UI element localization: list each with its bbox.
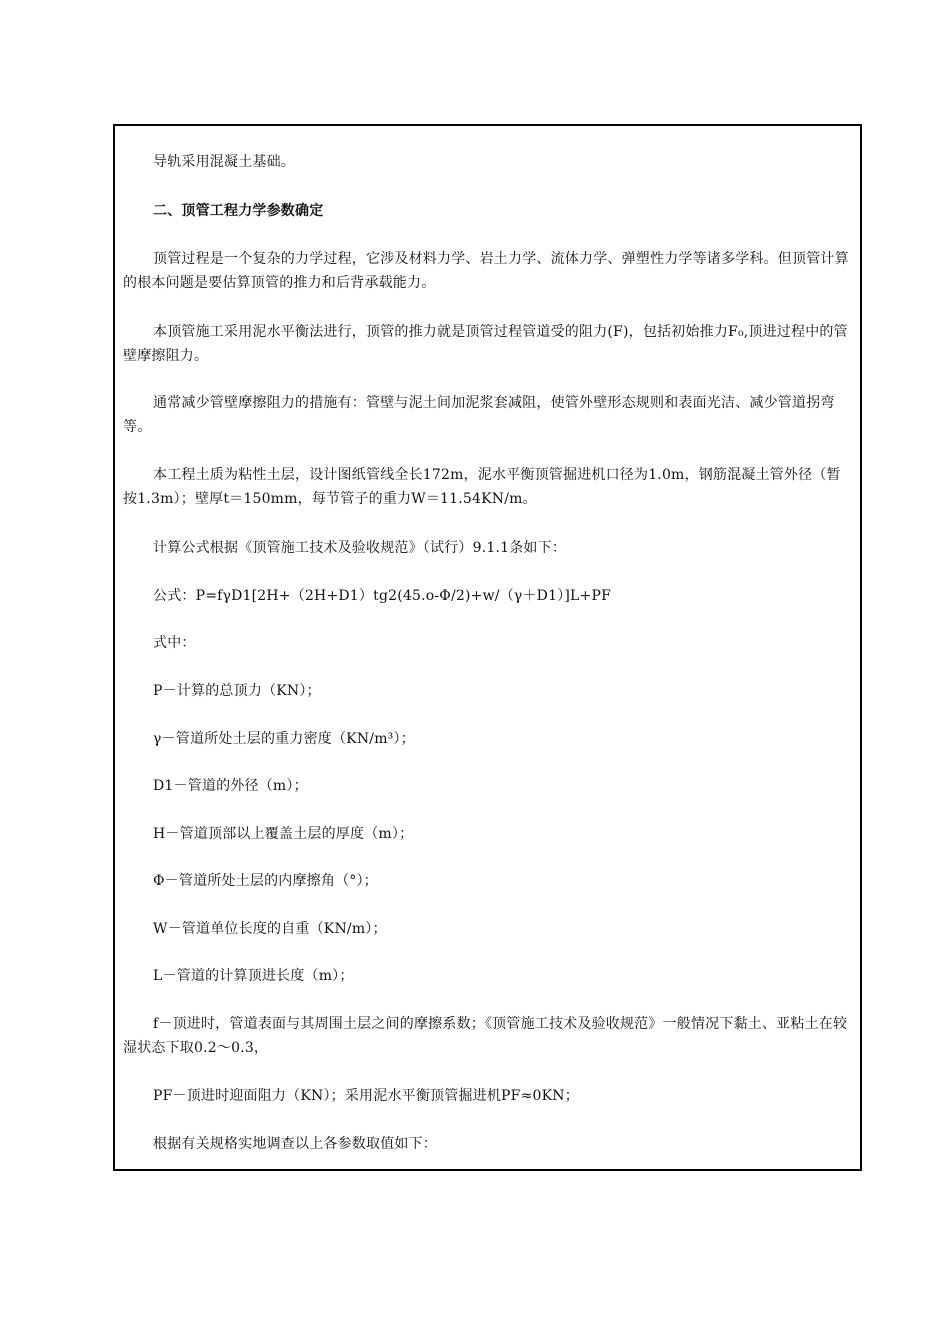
section-heading: 二、顶管工程力学参数确定: [153, 203, 324, 219]
paragraph-param-values: 根据有关规格实地调查以上各参数取值如下：: [153, 1136, 437, 1152]
definition-H: H－管道顶部以上覆盖土层的厚度（m）；: [153, 826, 414, 842]
definition-W: W－管道单位长度的自重（KN/m）；: [153, 921, 387, 937]
definition-f: f－顶进时，管道表面与其周围土层之间的摩擦系数；《顶管施工技术及验收规范》一般情况下黏土、亚粘土在较湿状态下取0.2～0.3，: [123, 1016, 848, 1056]
paragraph-friction-measures: 通常减少管壁摩擦阻力的措施有：管壁与泥土间加泥浆套减阻，使管外壁形态规则和表面光洁、减少管道拐弯等。: [123, 395, 835, 435]
definition-L: L－管道的计算顶进长度（m）；: [153, 968, 354, 984]
definition-phi: Φ－管道所处土层的内摩擦角（°）；: [153, 873, 378, 889]
document-body: [123, 126, 852, 1169]
document-frame: [113, 124, 862, 1171]
paragraph-project-params: 本工程土质为粘性土层，设计图纸管线全长172m，泥水平衡顶管掘进机口径为1.0m，钢筋混凝土管外径（暂按1.3m）；壁厚t＝150mm，每节管子的重力W＝11.54KN/m。: [123, 467, 841, 507]
paragraph-where: 式中：: [153, 635, 196, 651]
paragraph-guide-rail: 导轨采用混凝土基础。: [153, 154, 295, 170]
definition-P: P－计算的总顶力（KN）；: [153, 683, 321, 699]
paragraph-formula: 公式：P=fγD1[2H+（2H+D1）tg2(45.o-Φ/2)+w/（γ＋D1）]L+PF: [153, 588, 612, 604]
paragraph-formula-source: 计算公式根据《顶管施工技术及验收规范》（试行）9.1.1条如下：: [153, 540, 567, 556]
definition-D1: D1－管道的外径（m）；: [153, 778, 308, 794]
paragraph-intro: 顶管过程是一个复杂的力学过程，它涉及材料力学、岩土力学、流体力学、弹塑性力学等诸多学科。但顶管计算的根本问题是要估算顶管的推力和后背承载能力。: [123, 251, 849, 291]
definition-gamma: γ－管道所处土层的重力密度（KN/m³）；: [153, 731, 415, 747]
paragraph-method: 本顶管施工采用泥水平衡法进行，顶管的推力就是顶管过程管道受的阻力(F)，包括初始推力F₀,顶进过程中的管壁摩擦阻力。: [123, 324, 848, 364]
definition-PF: PF－顶进时迎面阻力（KN）；采用泥水平衡顶管掘进机PF≈0KN；: [153, 1088, 579, 1104]
